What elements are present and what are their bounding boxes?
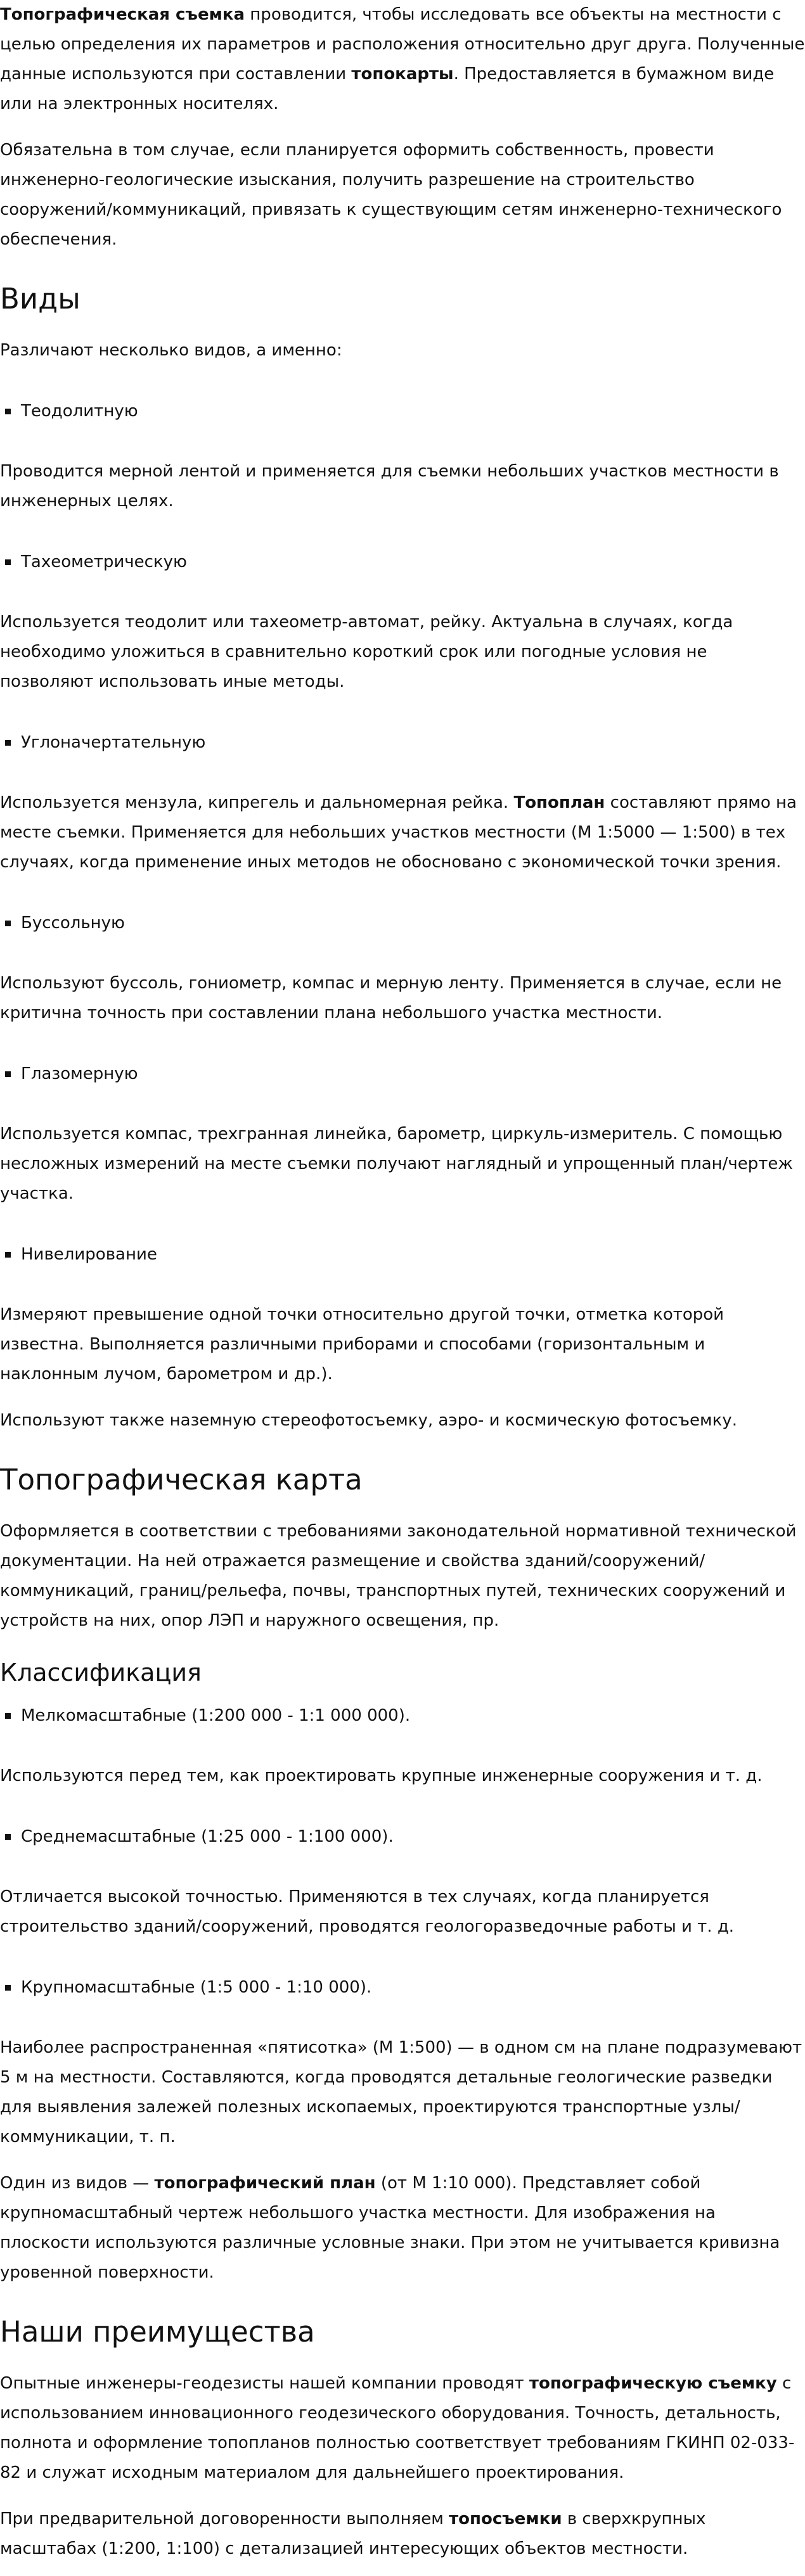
types-intro: Различают несколько видов, а именно: <box>0 341 342 360</box>
list-item-type <box>0 730 805 755</box>
list-item-label: Теодолитную <box>21 402 138 421</box>
section-heading-types: Виды <box>0 282 80 316</box>
term-topo-surveys: топосъемки <box>449 2509 562 2528</box>
bullet-square-icon <box>5 1834 11 1840</box>
type-description-a: Используется мензула, кипрегель и дальномерная рейка. <box>0 793 514 812</box>
list-item-label: Углоначертательную <box>21 733 206 752</box>
term-topo-survey: Топографическая съемка <box>0 5 245 24</box>
list-item-type <box>0 1242 805 1267</box>
scale-description: Наиболее распространенная «пятисотка» (М 1:500) — в одном см на плане подразумевают 5 м на местности. Составляются, когда проводятся детальные геологические разведки для выявления залежей полезных ископаемых, проектируются транспортные узлы/коммуникации, т. п. <box>0 2038 802 2146</box>
map-intro: Оформляется в соответствии с требованиями законодательной нормативной технической документации. На ней отражается размещение и свойства зданий/сооружений/коммуникаций, границ/рельефа, почвы, транспортных путей, технических сооружений и устройств на них, опор ЛЭП и наружного освещения, пр. <box>0 1522 797 1630</box>
list-item-label: Мелкомасштабные (1:200 000 - 1:1 000 000). <box>21 1706 411 1725</box>
term-topo-plan: топографический план <box>154 2174 376 2193</box>
bullet-square-icon <box>5 1985 11 1991</box>
list-item-scale <box>0 1703 805 1728</box>
intro-text-a: проводится, чтобы исследовать все объекты на местности с целью определения их параметров и расположения относительно друг друга. Полученные данные используются при составлении <box>0 5 805 84</box>
intro-text-b: . Предоставляется в бумажном виде или на электронных носителях. <box>0 65 775 113</box>
section-heading-advantages: Наши преимущества <box>0 2315 315 2349</box>
list-item-type <box>0 399 805 424</box>
section-heading-classification: Классификация <box>0 1659 202 1687</box>
plan-text-b: (от М 1:10 000). Представляет собой крупномасштабный чертеж небольшого участка местности. Для изображения на плоскости используются различные условные знаки. При этом не учитывается кривизна уровенной поверхности. <box>0 2174 780 2282</box>
bullet-square-icon <box>5 1713 11 1719</box>
list-item-label: Среднемасштабные (1:25 000 - 1:100 000). <box>21 1827 394 1846</box>
list-item-label: Буссольную <box>21 914 125 933</box>
list-item-label: Глазомерную <box>21 1064 138 1083</box>
type-description: Используют буссоль, гониометр, компас и мерную ленту. Применяется в случае, если не критична точность при составлении плана небольшого участка местности. <box>0 974 782 1023</box>
intro-paragraph-2: Обязательна в том случае, если планируется оформить собственность, провести инженерно-геологические изыскания, получить разрешение на строительство сооружений/коммуникаций, привязать к существующим сетям инженерно-технического обеспечения. <box>0 141 782 249</box>
term-topomap: топокарты <box>351 65 454 84</box>
topo-plan-paragraph <box>0 2169 805 2288</box>
bullet-square-icon <box>5 740 11 746</box>
type-description: Измеряют превышение одной точки относительно другой точки, отметка которой известна. Выполняется различными приборами и способами (горизонтальным и наклонным лучом, барометром и др.). <box>0 1305 724 1384</box>
bullet-square-icon <box>5 409 11 414</box>
intro-paragraph-1 <box>0 0 805 119</box>
term-topo-survey-accusative: топографическую съемку <box>529 2374 777 2393</box>
bullet-square-icon <box>5 559 11 565</box>
type-description <box>0 788 805 877</box>
adv-text-b: с использованием инновационного геодезического оборудования. Точность, детальность, полнота и оформление топопланов полностью соответствует требованиям ГКИНП 02-033-82 и служат исходным материалом для дальнейшего проектирования. <box>0 2374 795 2482</box>
advantages-paragraph-2 <box>0 2504 805 2564</box>
bullet-square-icon <box>5 1071 11 1077</box>
list-item-type <box>0 549 805 575</box>
list-item-label: Нивелирование <box>21 1245 157 1264</box>
section-heading-map: Топографическая карта <box>0 1463 363 1496</box>
list-item-label: Крупномасштабные (1:5 000 - 1:10 000). <box>21 1978 372 1997</box>
adv2-text-b: в сверхкрупных масштабах (1:200, 1:100) с детализацией интересующих объектов местности. <box>0 2509 706 2558</box>
type-description: Используется теодолит или тахеометр-автомат, рейку. Актуальна в случаях, когда необходимо уложиться в сравнительно короткий срок или погодные условия не позволяют использовать иные методы. <box>0 613 733 691</box>
bullet-square-icon <box>5 921 11 926</box>
scale-description: Используются перед тем, как проектировать крупные инженерные сооружения и т. д. <box>0 1766 763 1785</box>
types-extra: Используют также наземную стереофотосъемку, аэро- и космическую фотосъемку. <box>0 1411 737 1430</box>
type-description: Используется компас, трехгранная линейка, барометр, циркуль-измеритель. С помощью несложных измерений на месте съемки получают наглядный и упрощенный план/чертеж участка. <box>0 1125 793 1203</box>
list-item-type <box>0 910 805 936</box>
type-description-b: составляют прямо на месте съемки. Применяется для небольших участков местности (М 1:5000 — 1:500) в тех случаях, когда применение иных методов не обосновано с экономической точки зрения. <box>0 793 797 872</box>
scale-description: Отличается высокой точностью. Применяются в тех случаях, когда планируется строительство зданий/сооружений, проводятся геологоразведочные работы и т. д. <box>0 1887 735 1936</box>
advantages-paragraph-1 <box>0 2369 805 2488</box>
term-topoplan: Топоплан <box>513 793 605 812</box>
list-item-label: Тахеометрическую <box>21 552 187 571</box>
list-item-scale <box>0 1975 805 2000</box>
list-item-type <box>0 1061 805 1087</box>
list-item-scale <box>0 1824 805 1849</box>
adv2-text-a: При предварительной договоренности выполняем <box>0 2509 449 2528</box>
adv-text-a: Опытные инженеры-геодезисты нашей компании проводят <box>0 2374 529 2393</box>
type-description: Проводится мерной лентой и применяется для съемки небольших участков местности в инженерных целях. <box>0 462 779 511</box>
plan-text-a: Один из видов — <box>0 2174 155 2193</box>
bullet-square-icon <box>5 1252 11 1258</box>
